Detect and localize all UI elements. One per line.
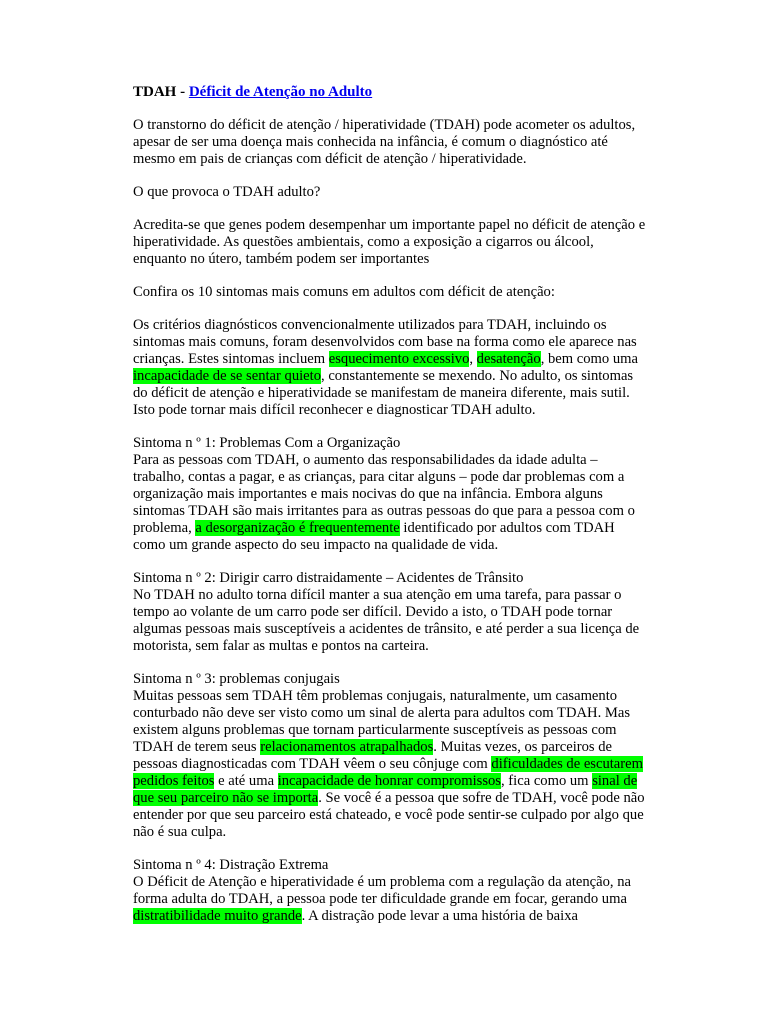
symptom-4-heading: Sintoma n º 4: Distração Extrema — [133, 857, 329, 873]
text-segment: O Déficit de Atenção e hiperatividade é um problema com a regulação da atenção, na forma adulta do TDAH, a pessoa pode ter dificuldade grande em focar, gerando uma — [133, 874, 631, 907]
text-segment: No TDAH no adulto torna difícil manter a sua atenção em uma tarefa, para passar o tempo ao volante de um carro pode ser difícil. Devido a isto, o TDAH pode tornar algumas pessoas mais susceptíveis a acidentes de trânsito, e até perder a sua licença de motorista, sem falar as multas e pontos na carteira. — [133, 587, 640, 654]
criteria-paragraph — [133, 317, 648, 419]
highlight-relacionamentos: relacionamentos atrapalhados — [260, 739, 434, 755]
intro-paragraph: O transtorno do déficit de atenção / hiperatividade (TDAH) pode acometer os adultos, apesar de ser uma doença mais conhecida na infância, é comum o diagnóstico até mesmo em pais de crianças com déficit de atenção / hiperatividade. — [133, 117, 636, 167]
text-segment: Para as pessoas com TDAH, o aumento das responsabilidades da idade adulta – trabalho, contas a pagar, e as crianças, para citar alguns – pode dar problemas com a organização mais importantes e mais nocivas do que na infância. Embora alguns sintomas TDAH são mais irritantes para as outras pessoas do que para a pessoa com o problema, — [133, 452, 635, 536]
title-prefix: TDAH - — [133, 84, 189, 100]
highlight-distratibilidade: distratibilidade muito grande — [133, 908, 302, 924]
text-segment: Muitas pessoas sem TDAH têm problemas conjugais, naturalmente, um casamento conturbado não deve ser visto como um sinal de alerta para adultos com TDAH. Mas existem alguns problemas que tornam particularmente susceptíveis as pessoas com TDAH de terem seus — [133, 688, 630, 755]
title-link[interactable]: Déficit de Atenção no Adulto — [188, 84, 373, 100]
symptom-1-heading: Sintoma n º 1: Problemas Com a Organização — [133, 435, 401, 451]
text-segment: Os critérios diagnósticos convencionalmente utilizados para TDAH, incluindo os sintomas mais comuns, foram desenvolvidos com base na forma como ele aparece nas crianças. Estes sintomas incluem — [133, 317, 637, 367]
text-segment: . Se você é a pessoa que sofre de TDAH, você pode não entender por que seu parceiro está chateado, e você pode sentir-se culpado por algo que não é sua culpa. — [133, 790, 645, 840]
symptom-3-heading: Sintoma n º 3: problemas conjugais — [133, 671, 340, 687]
symptom-4-section — [133, 857, 648, 925]
symptom-3-section — [133, 671, 648, 841]
text-segment: e até uma — [214, 773, 278, 789]
question-paragraph: O que provoca o TDAH adulto? — [133, 184, 321, 200]
highlight-dificuldades: dificuldades de escutarem pedidos feitos — [133, 756, 643, 789]
causes-paragraph: Acredita-se que genes podem desempenhar um importante papel no déficit de atenção e hiperatividade. As questões ambientais, como a exposição a cigarros ou álcool, enquanto no útero, também podem ser importantes — [133, 217, 646, 267]
highlight-esquecimento: esquecimento excessivo — [328, 351, 470, 367]
text-segment: , constantemente se mexendo. No adulto, os sintomas do déficit de atenção e hiperatividade se manifestam de maneira diferente, mais sutil. Isto pode tornar mais difícil reconhecer e diagnosticar TDAH adulto. — [133, 368, 634, 418]
text-segment: . A distração pode levar a uma história de baixa — [301, 908, 578, 924]
highlight-compromissos: incapacidade de honrar compromissos — [277, 773, 501, 789]
document-title — [133, 84, 648, 101]
text-segment: identificado por adultos com TDAH como um grande aspecto do seu impacto na qualidade de vida. — [133, 520, 615, 553]
highlight-desatencao: desatenção — [476, 351, 541, 367]
highlight-sinal: sinal de que seu parceiro não se importa — [133, 773, 638, 806]
highlight-incapacidade: incapacidade de se sentar quieto — [133, 368, 322, 384]
text-segment: , fica como um — [501, 773, 593, 789]
symptoms-intro-paragraph: Confira os 10 sintomas mais comuns em adultos com déficit de atenção: — [133, 284, 555, 300]
text-segment: , — [469, 351, 477, 367]
text-segment: . Muitas vezes, os parceiros de pessoas diagnosticadas com TDAH vêem o seu cônjuge com — [133, 739, 613, 772]
symptom-1-section — [133, 435, 648, 554]
highlight-desorganizacao: a desorganização é frequentemente — [195, 520, 400, 536]
text-segment: , bem como uma — [540, 351, 638, 367]
symptom-2-section — [133, 570, 648, 655]
symptom-2-heading: Sintoma n º 2: Dirigir carro distraidamente – Acidentes de Trânsito — [133, 570, 524, 586]
